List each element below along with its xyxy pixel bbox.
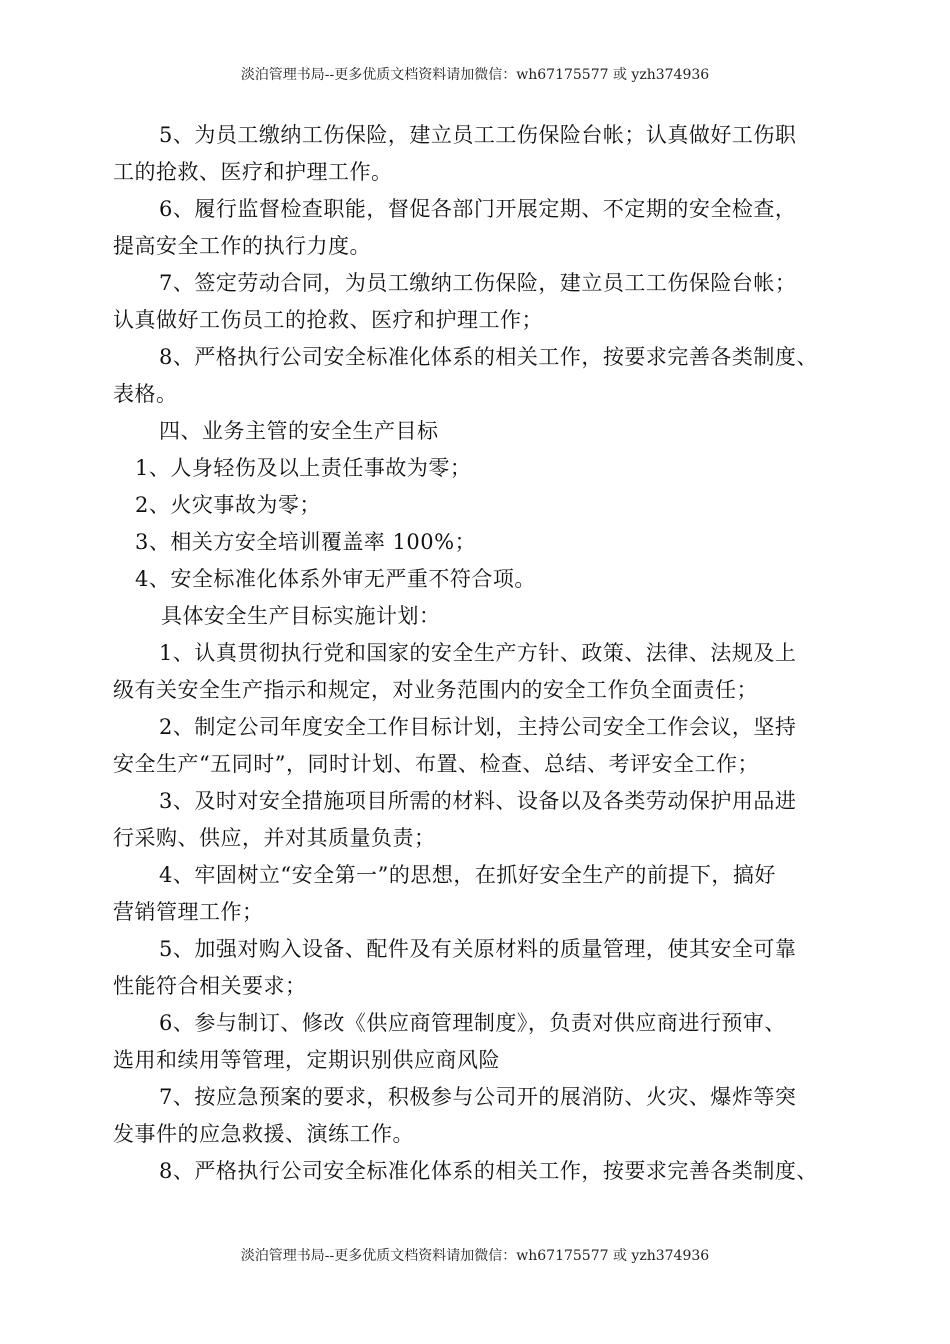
- paragraph-line: 表格。: [113, 382, 178, 406]
- list-item: 2、火灾事故为零；: [135, 493, 321, 517]
- paragraph-line: 7、签定劳动合同，为员工缴纳工伤保险，建立员工工伤保险台帐；: [159, 271, 797, 295]
- paragraph-line: 发事件的应急救援、演练工作。: [113, 1122, 414, 1146]
- paragraph-line: 认真做好工伤员工的抢救、医疗和护理工作；: [113, 308, 543, 332]
- paragraph-line: 选用和续用等管理，定期识别供应商风险: [113, 1048, 500, 1072]
- paragraph-line: 2、制定公司年度安全工作目标计划，主持公司安全工作会议，坚持: [159, 715, 797, 739]
- paragraph-line: 3、及时对安全措施项目所需的材料、设备以及各类劳动保护用品进: [159, 789, 797, 813]
- paragraph-line: 工的抢救、医疗和护理工作。: [113, 160, 393, 184]
- paragraph-line: 安全生产“五同时”，同时计划、布置、检查、总结、考评安全工作；: [113, 752, 759, 776]
- list-item: 1、人身轻伤及以上责任事故为零；: [135, 456, 472, 480]
- paragraph-line: 7、按应急预案的要求，积极参与公司开的展消防、火灾、爆炸等突: [159, 1085, 797, 1109]
- paragraph-line: 行采购、供应，并对其质量负责；: [113, 826, 436, 850]
- list-item: 3、相关方安全培训覆盖率 100%；: [135, 530, 477, 554]
- paragraph-line: 提高安全工作的执行力度。: [113, 234, 371, 258]
- document-body: [113, 117, 855, 1190]
- paragraph-line: 4、牢固树立“安全第一”的思想，在抓好安全生产的前提下，搞好: [159, 863, 776, 887]
- paragraph-line: 性能符合相关要求；: [113, 974, 307, 998]
- paragraph-line: 6、参与制订、修改《供应商管理制度》，负责对供应商进行预审、: [159, 1011, 786, 1035]
- subheading: 具体安全生产目标实施计划：: [161, 604, 441, 628]
- paragraph-line: 1、认真贯彻执行党和国家的安全生产方针、政策、法律、法规及上: [159, 641, 797, 665]
- paragraph-line: 8、严格执行公司安全标准化体系的相关工作，按要求完善各类制度、: [159, 1159, 818, 1183]
- paragraph-line: 营销管理工作；: [113, 900, 264, 924]
- page-footer: 淡泊管理书局--更多优质文档资料请加微信：wh67175577 或 yzh374936: [240, 1248, 710, 1264]
- paragraph-line: 5、加强对购入设备、配件及有关原材料的质量管理，使其安全可靠: [159, 937, 797, 961]
- list-item: 4、安全标准化体系外审无严重不符合项。: [135, 567, 536, 591]
- paragraph-line: 8、严格执行公司安全标准化体系的相关工作，按要求完善各类制度、: [159, 345, 818, 369]
- page-header: 淡泊管理书局--更多优质文档资料请加微信：wh67175577 或 yzh374936: [240, 67, 710, 83]
- paragraph-line: 5、为员工缴纳工伤保险，建立员工工伤保险台帐；认真做好工伤职: [159, 123, 797, 147]
- paragraph-line: 级有关安全生产指示和规定，对业务范围内的安全工作负全面责任；: [113, 678, 758, 702]
- section-heading: 四、业务主管的安全生产目标: [159, 419, 439, 443]
- paragraph-line: 6、履行监督检查职能，督促各部门开展定期、不定期的安全检查，: [159, 197, 797, 221]
